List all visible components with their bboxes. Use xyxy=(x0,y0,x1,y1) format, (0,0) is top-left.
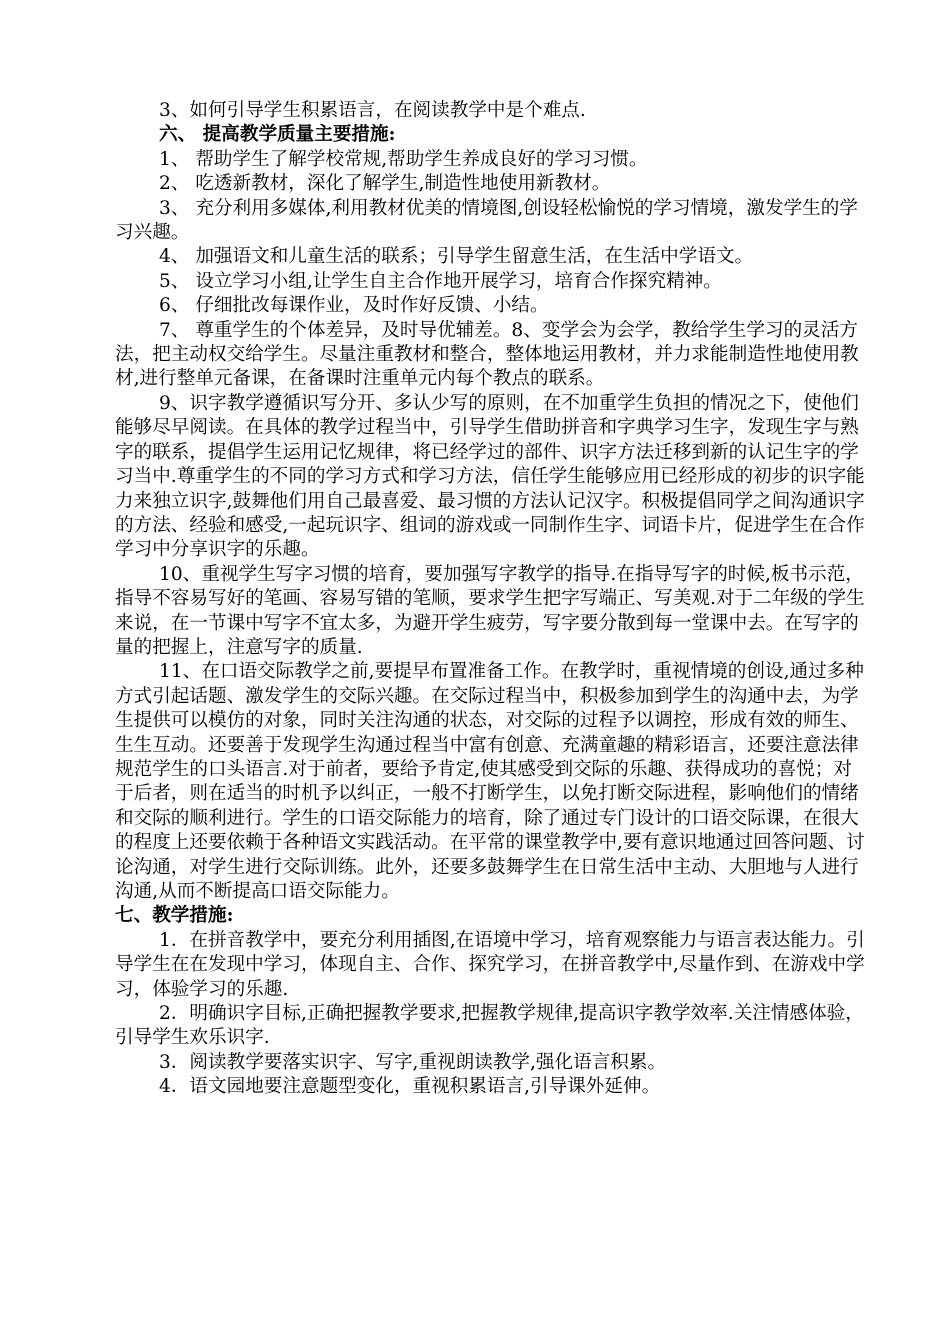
paragraph-measure-5: 5、 设立学习小组,让学生自主合作地开展学习，培育合作探究精神。 xyxy=(159,270,722,292)
paragraph-measure-11: 11、在口语交际教学之前,要提早布置准备工作。在教学时，重视情境的创设,通过多种方式引起话题、激发学生的交际兴趣。在交际过程当中，积极参加到学生的沟通中去，为学生提供可以模仿的对象，同时关注沟通的状态，对交际的过程予以调控，形成有效的师生、生生互动。还要善于发现学生沟通过程当中富有创意、充满童趣的精彩语言，还要注意法律规范学生的口头语言.对于前者，要给予肯定,使其感受到交际的乐趣、获得成功的喜悦；对于后者，则在适当的时机予以纠正，一般不打断学生，以免打断交际进程，影响他们的情绪和交际的顺利进行。学生的口语交际能力的培育，除了通过专门设计的口语交际课，在很大的程度上还要依赖于各种语文实践活动。在平常的课堂教学中,要有意识地通过回答问题、讨论沟通，对学生进行交际训练。此外，还要多鼓舞学生在日常生活中主动、大胆地与人进行沟通,从而不断提高口语交际能力。 xyxy=(115,661,865,902)
paragraph-measure-3: 3、 充分利用多媒体,利用教材优美的情境图,创设轻松愉悦的学习情境，激发学生的学习兴趣。 xyxy=(115,197,858,244)
paragraph-measure-4: 4、 加强语文和儿童生活的联系；引导学生留意生活，在生活中学语文。 xyxy=(159,246,754,268)
paragraph-measure-2: 2、 吃透新教材，深化了解学生,制造性地使用新教材。 xyxy=(159,173,611,195)
paragraph-teaching-2: 2．明确识字目标,正确把握教学要求,把握教学规律,提高识字教学效率.关注情感体验，引导学生欢乐识字. xyxy=(115,1003,864,1049)
paragraph-teaching-3: 3．阅读教学要落实识字、写字,重视朗读教学,强化语言积累。 xyxy=(159,1051,667,1073)
paragraph-teaching-4: 4．语文园地要注意题型变化，重视积累语言,引导课外延伸。 xyxy=(159,1076,661,1098)
paragraph-measure-10: 10、重视学生写字习惯的培育，要加强写字教学的指导.在指导写字的时候,板书示范，指导不容易写好的笔画、容易写错的笔顺，要求学生把字写端正、写美观.对于二年级的学生来说，在一节课中写字不宜太多，为避开学生疲劳，写字要分散到每一堂课中去。在写字的量的把握上，注意写字的质量. xyxy=(115,563,865,658)
paragraph-measure-7-8: 7、 尊重学生的个体差异，及时导优辅差。8、变学会为会学，教给学生学习的灵活方法，把主动权交给学生。尽量注重教材和整合，整体地运用教材，并力求能制造性地使用教材,进行整单元备课，在备课时注重单元内每个教点的联系。 xyxy=(115,319,859,390)
paragraph-measure-6: 6、 仔细批改每课作业，及时作好反馈、小结。 xyxy=(159,295,549,317)
paragraph-teaching-1: 1．在拼音教学中，要充分利用插图,在语境中学习，培育观察能力与语言表达能力。引导学生在在发现中学习，体现自主、合作、探究学习，在拼音教学中,尽量作到、在游戏中学习，体验学习的乐趣. xyxy=(115,929,865,1000)
paragraph-measure-1: 1、 帮助学生了解学校常规,帮助学生养成良好的学习习惯。 xyxy=(159,148,648,170)
heading-section-7: 七、教学措施: xyxy=(115,905,234,927)
heading-section-6: 六、 提高教学质量主要措施: xyxy=(159,124,396,146)
paragraph-difficulty-3: 3、如何引导学生积累语言，在阅读教学中是个难点. xyxy=(159,100,586,121)
paragraph-measure-9: 9、识字教学遵循识写分开、多认少写的原则，在不加重学生负担的情况之下，使他们能够尽早阅读。在具体的教学过程当中，引导学生借助拼音和字典学习生字，发现生字与熟字的联系，提倡学生运用记忆规律，将已经学过的部件、识字方法迁移到新的认记生字的学习当中.尊重学生的不同的学习方式和学习方法，信任学生能够应用已经形成的初步的识字能力来独立识字,鼓舞他们用自己最喜爱、最习惯的方法认记汉字。积极提倡同学之间沟通识字的方法、经验和感受,一起玩识字、组词的游戏或一同制作生字、词语卡片，促进学生在合作学习中分享识字的乐趣。 xyxy=(115,392,865,561)
